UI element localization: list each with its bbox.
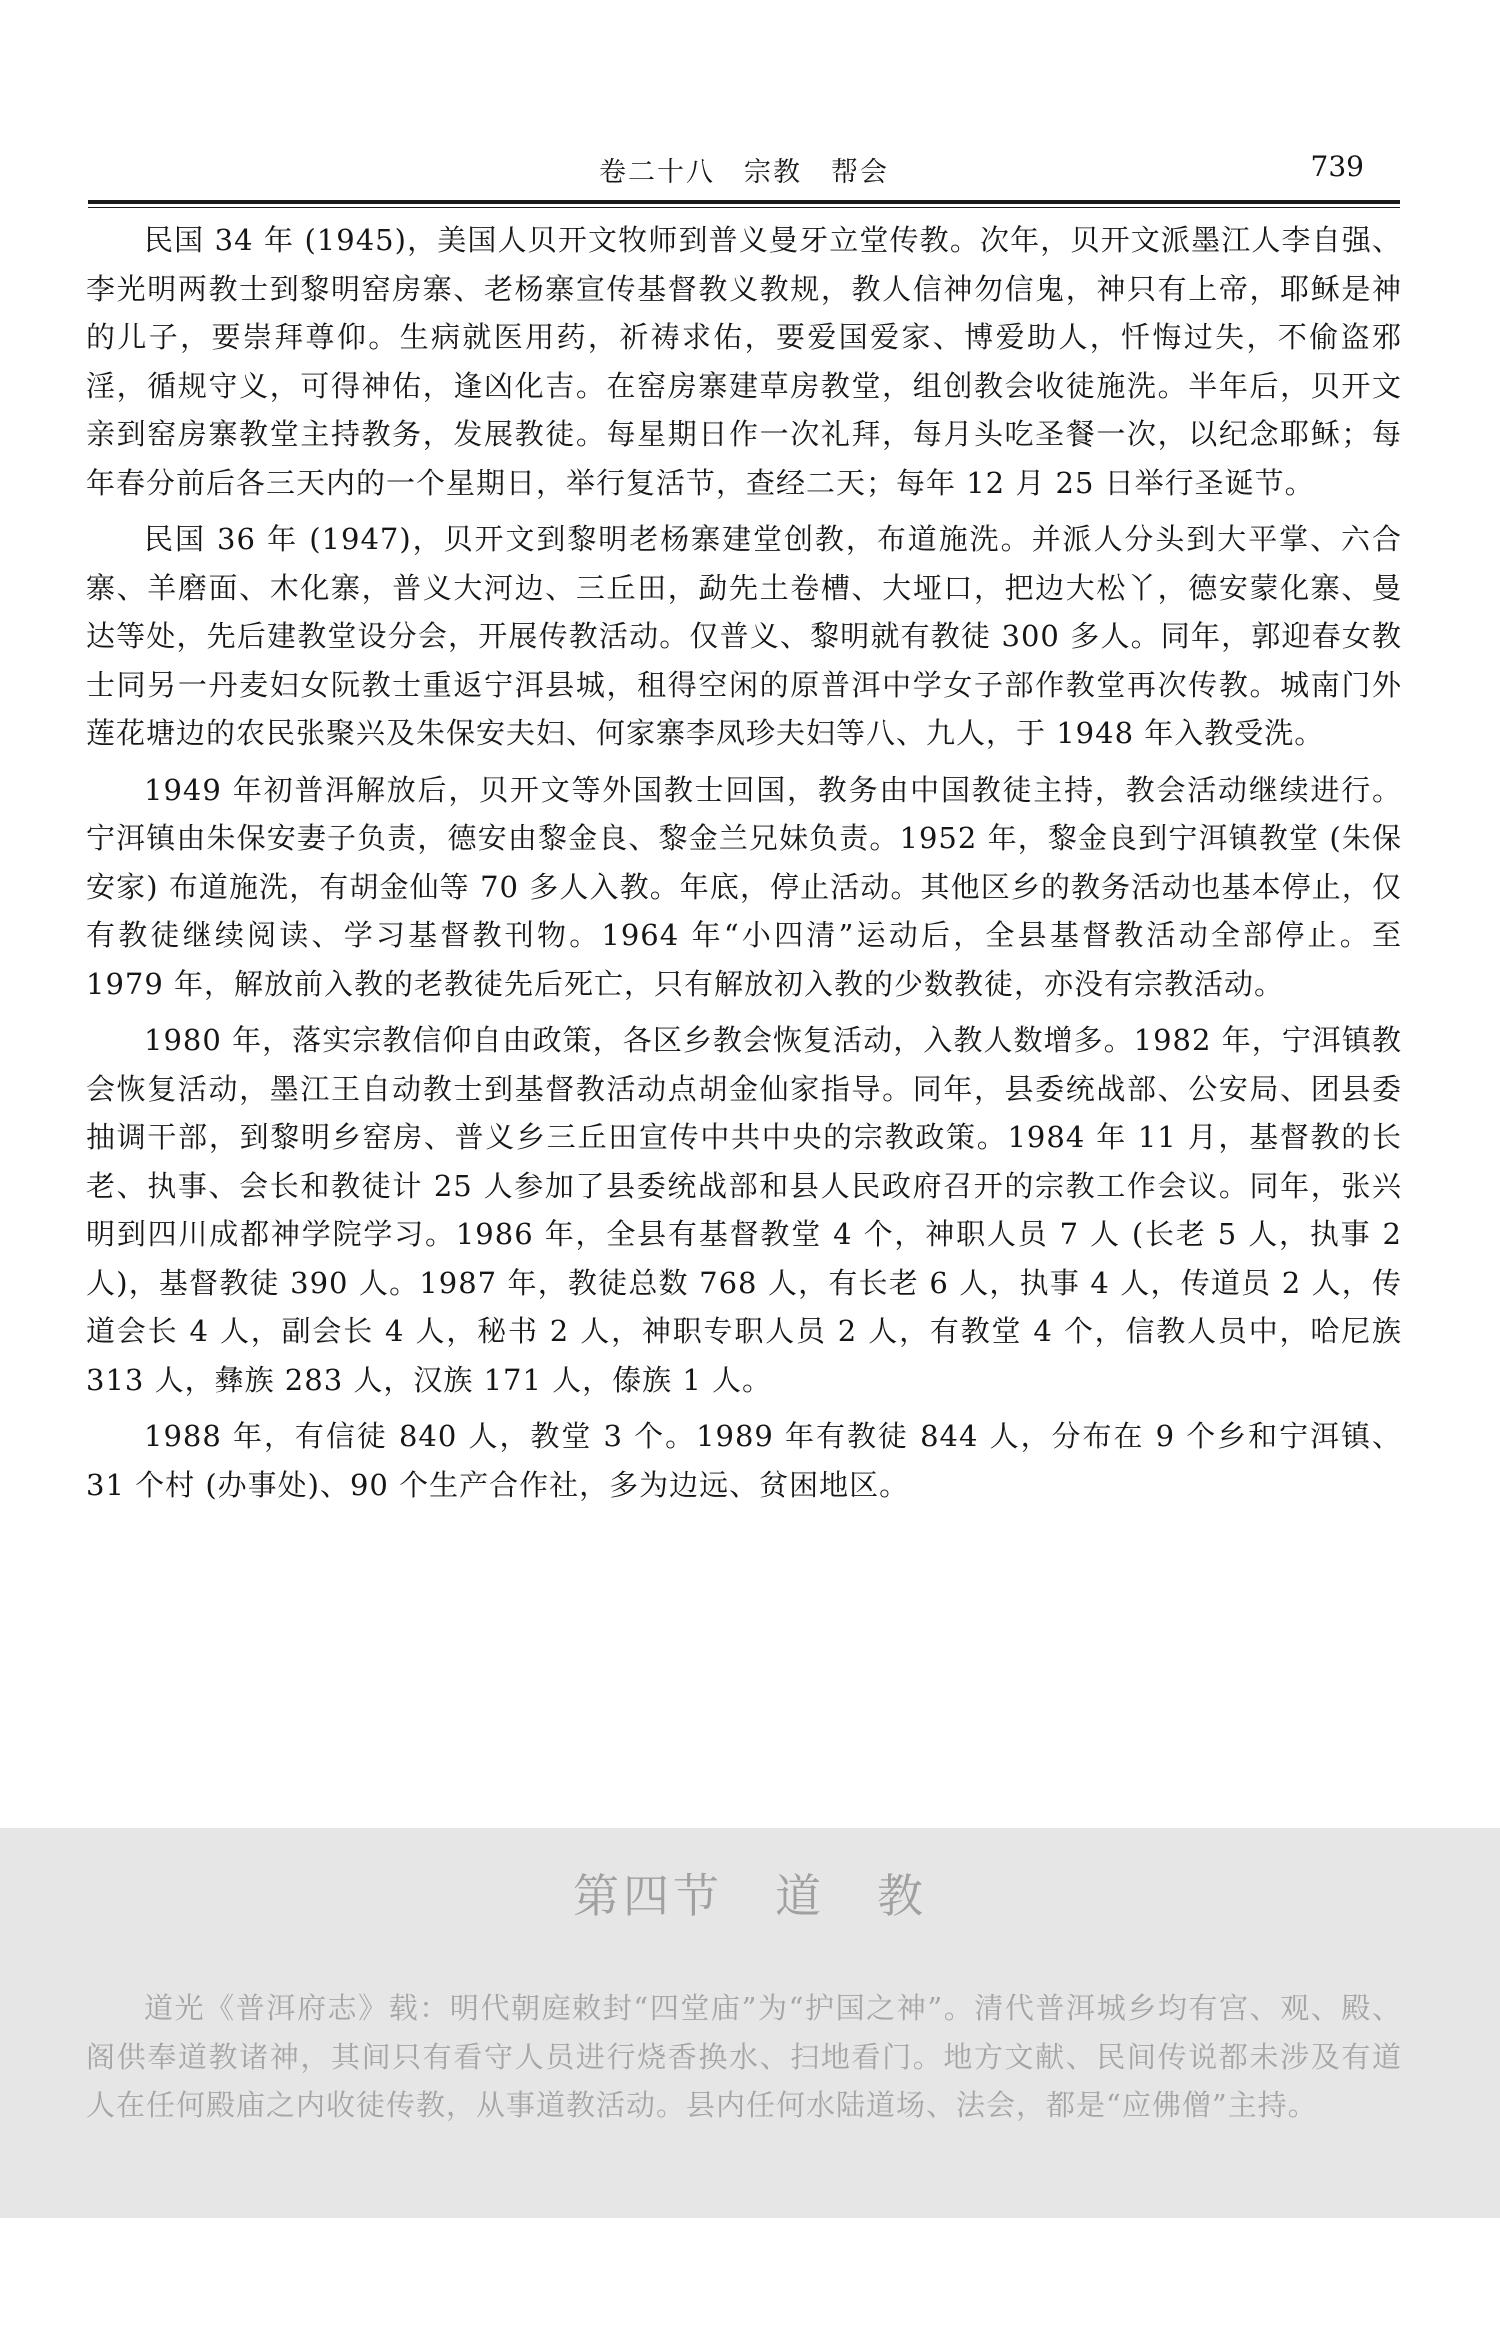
paragraph-1988: 1988 年，有信徒 840 人，教堂 3 个。1989 年有教徒 844 人，分布在 9 个乡和宁洱镇、31 个村 (办事处)、90 个生产合作社，多为边远、贫困地区。 — [86, 1419, 1402, 1502]
running-header — [88, 150, 1400, 198]
section-title-char-1: 道 — [775, 1869, 825, 1923]
section-title-char-2: 教 — [877, 1869, 927, 1923]
paragraph-1980: 1980 年，落实宗教信仰自由政策，各区乡教会恢复活动，入教人数增多。1982 年，宁洱镇教会恢复活动，墨江王自动教士到基督教活动点胡金仙家指导。同年，县委统战部、公安局、团县委抽调干部，到黎明乡窑房、普义乡三丘田宣传中共中央的宗教政策。1984 年 11 月，基督教的长老、执事、会长和教徒计 25 人参加了县委统战部和县人民政府召开的宗教工作会议。同年，张兴明到四川成都神学院学习。1986 年，全县有基督教堂 4 个，神职人员 7 人 (长老 5 人，执事 2 人)，基督教徒 390 人。1987 年，教徒总数 768 人，有长老 6 人，执事 4 人，传道员 2 人，传道会长 4 人，副会长 4 人，秘书 2 人，神职专职人员 2 人，有教堂 4 个，信教人员中，哈尼族 313 人，彝族 283 人，汉族 171 人，傣族 1 人。 — [86, 1023, 1402, 1397]
body-text — [86, 216, 1402, 1517]
paragraph-1945: 民国 34 年 (1945)，美国人贝开文牧师到普义曼牙立堂传教。次年，贝开文派墨江人李自强、李光明两教士到黎明窑房寨、老杨寨宣传基督教义教规，教人信神勿信鬼，神只有上帝，耶稣是神的儿子，要崇拜尊仰。生病就医用药，祈祷求佑，要爱国爱家、博爱助人，忏悔过失，不偷盗邪淫，循规守义，可得神佑，逢凶化吉。在窑房寨建草房教堂，组创教会收徒施洗。半年后，贝开文亲到窑房寨教堂主持教务，发展教徒。每星期日作一次礼拜，每月头吃圣餐一次，以纪念耶稣；每年春分前后各三天内的一个星期日，举行复活节，查经二天；每年 12 月 25 日举行圣诞节。 — [86, 223, 1402, 500]
faded-section-text — [86, 1984, 1402, 2130]
header-rule-thin — [88, 207, 1400, 208]
page-number: 739 — [1310, 150, 1364, 183]
running-title: 卷二十八 宗教 帮会 — [599, 157, 889, 188]
section-number: 第四节 — [573, 1869, 723, 1923]
paragraph-daoism: 道光《普洱府志》载：明代朝庭敕封“四堂庙”为“护国之神”。清代普洱城乡均有宫、观、殿、阁供奉道教诸神，其间只有看守人员进行烧香换水、扫地看门。地方文献、民间传说都未涉及有道人在任何殿庙之内收徒传教，从事道教活动。县内任何水陆道场、法会，都是“应佛僧”主持。 — [86, 1991, 1402, 2122]
paragraph-1947: 民国 36 年 (1947)，贝开文到黎明老杨寨建堂创教，布道施洗。并派人分头到大平掌、六合寨、羊磨面、木化寨，普义大河边、三丘田，勐先土卷槽、大垭口，把边大松丫，德安蒙化寨、曼达等处，先后建教堂设分会，开展传教活动。仅普义、黎明就有教徒 300 多人。同年，郭迎春女教士同另一丹麦妇女阮教士重返宁洱县城，租得空闲的原普洱中学女子部作教堂再次传教。城南门外莲花塘边的农民张聚兴及朱保安夫妇、何家寨李凤珍夫妇等八、九人，于 1948 年入教受洗。 — [86, 522, 1402, 750]
header-rule-thick — [88, 200, 1400, 204]
section-heading — [0, 1860, 1500, 1926]
paragraph-1949: 1949 年初普洱解放后，贝开文等外国教士回国，教务由中国教徒主持，教会活动继续进行。宁洱镇由朱保安妻子负责，德安由黎金良、黎金兰兄妹负责。1952 年，黎金良到宁洱镇教堂 (朱保安家) 布道施洗，有胡金仙等 70 多人入教。年底，停止活动。其他区乡的教务活动也基本停止，仅有教徒继续阅读、学习基督教刊物。1964 年“小四清”运动后，全县基督教活动全部停止。至 1979 年，解放前入教的老教徒先后死亡，只有解放初入教的少数教徒，亦没有宗教活动。 — [86, 772, 1402, 1001]
